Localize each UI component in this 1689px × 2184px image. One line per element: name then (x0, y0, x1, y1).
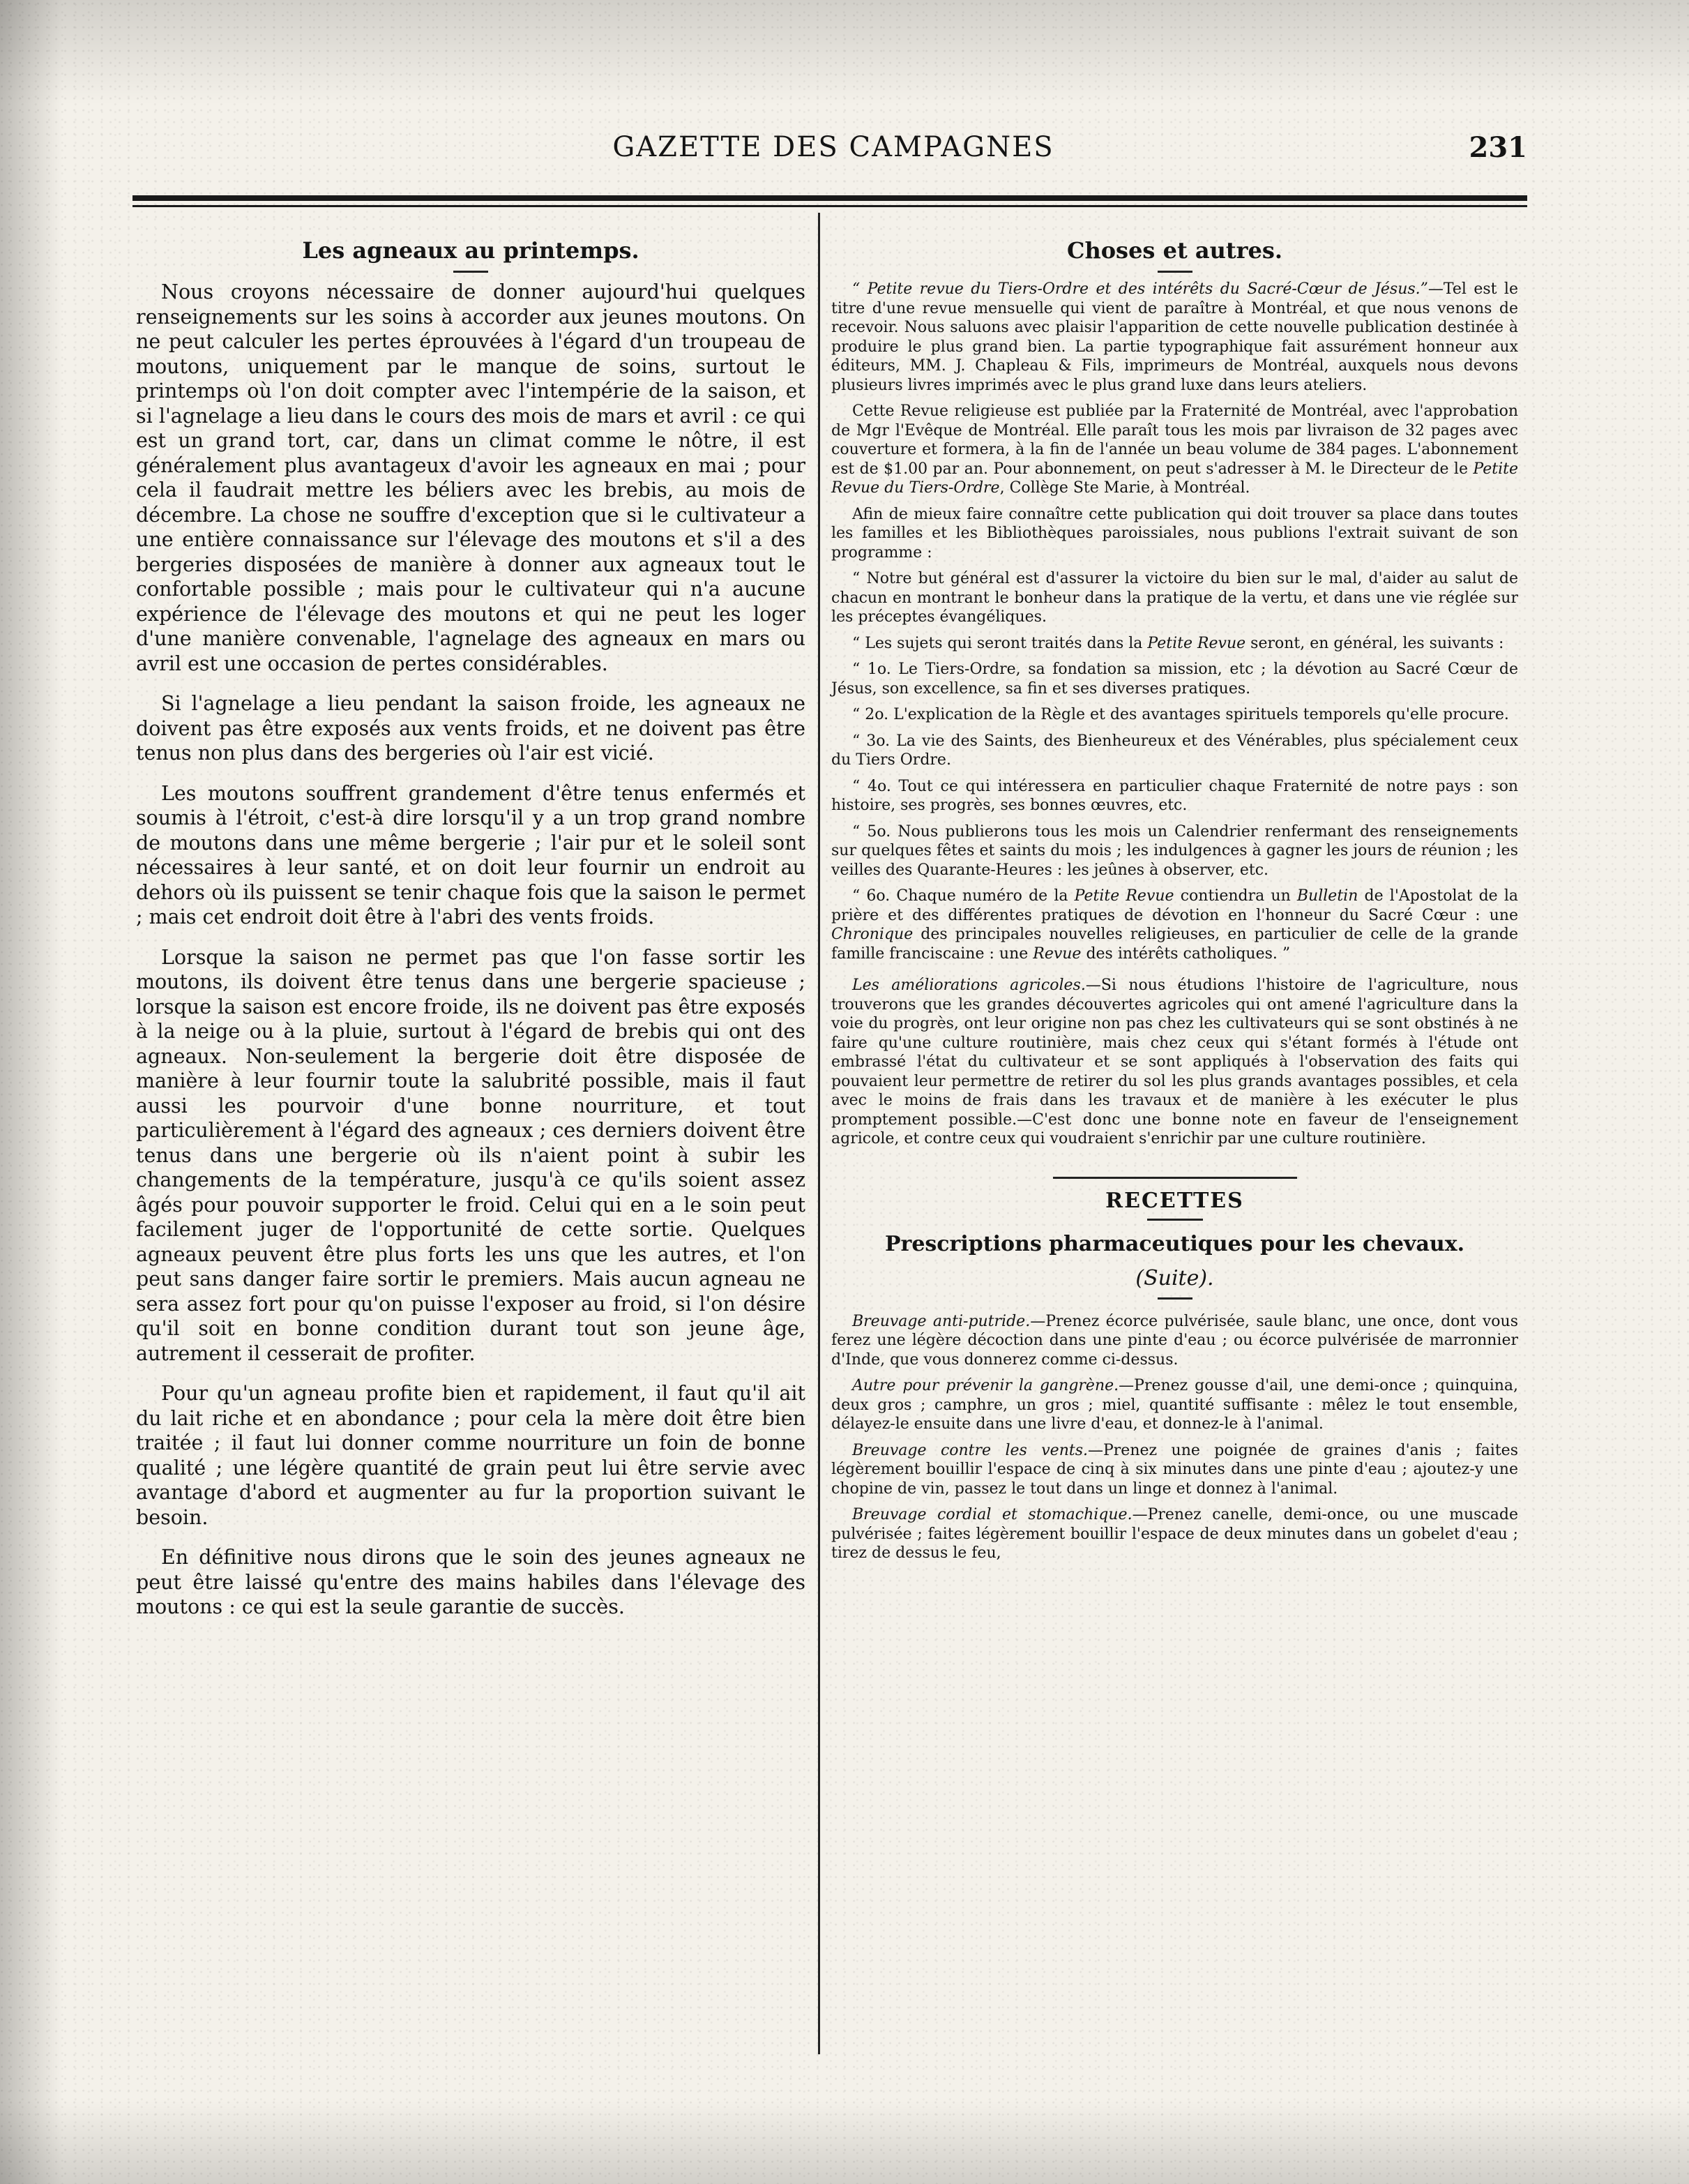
paragraph: Nous croyons nécessaire de donner aujourd'hui quelques renseignements sur les soins à accorder aux jeunes moutons. On ne peut calculer les pertes éprouvées à l'égard d'un troupeau de moutons, uniquement par le manque de soins, surtout le printemps où l'on doit compter avec l'intempérie de la saison, et si l'agnelage a lieu dans le cours des mois de mars et avril : ce qui est un grand tort, car, dans un climat comme le nôtre, il est généralement plus avantageux d'avoir les agneaux en mai ; pour cela il faudrait mettre les béliers avec les brebis, au mois de décembre. La chose ne souffre d'exception que si le cultivateur a une entière connaissance sur l'élevage des moutons et s'il a des bergeries disposées de manière à donner aux agneaux tout le confortable possible ; mais pour le cultivateur qui n'a aucune expérience de l'élevage des moutons et qui ne peut les loger d'une manière convenable, l'agnelage des agneaux en mars ou avril est une occasion de pertes considérables. (136, 280, 805, 675)
italic-run: Revue (1033, 944, 1082, 963)
page-header (139, 131, 1527, 173)
text-run: des intérêts catholiques. ” (1081, 944, 1291, 963)
program-item: “ 4o. Tout ce qui intéressera en particulier chaque Fraternité de notre pays : son histoire, ses progrès, ses bonnes œuvres, etc. (831, 777, 1518, 814)
text-run: contiendra un (1174, 887, 1297, 905)
header-rule-thin (132, 205, 1527, 207)
text-run: seront, en général, les suivants : (1245, 634, 1504, 652)
recipe-paragraph (831, 1312, 1518, 1370)
text-run: des principales nouvelles religieuses, en particulier de celle de la grande famille franciscaine : une (831, 926, 1518, 963)
title-dash (1158, 271, 1192, 273)
italic-run: Bulletin (1296, 887, 1358, 905)
program-item (831, 887, 1518, 963)
italic-run: Petite Revue (1074, 887, 1174, 905)
text-run: —Prenez canelle, demi-once, ou une muscade pulvérisée ; faites légèrement bouillir l'espace de deux minutes dans un gobelet d'eau ; tirez de dessus le feu, (831, 1506, 1519, 1562)
left-column (136, 223, 805, 1635)
scan-top-shadow (0, 0, 1689, 105)
quote-paragraph: “ Notre but général est d'assurer la victoire du bien sur le mal, d'aider au salut de chacun en montrant le bonheur dans la pratique de la vertu, et dans une vie réglée sur les préceptes évangéliques. (831, 570, 1518, 626)
text-run: de l'Apostolat de la prière et des différentes pratiques de dévotion en l'honneur du Sacré Cœur : une (831, 887, 1519, 924)
text-run: —Prenez écorce pulvérisée, saule blanc, une once, dont vous ferez une légère décoction dans une pinte d'eau ; ou écorce pulvérisée de marronnier d'Inde, que vous donnerez comme ci-dessus. (831, 1312, 1518, 1369)
text-run: —Tel est le titre d'une revue mensuelle qui vient de paraître à Montréal, et que nous venons de recevoir. Nous saluons avec plaisir l'apparition de cette nouvelle publication destinée à produire le plus grand bien. La partie typographique fait assurément honneur aux éditeurs, MM. J. Chapleau & Fils, imprimeurs de Montréal, auxquels nous devons plusieurs livres imprimés avec le plus grand luxe dans leurs ateliers. (831, 280, 1518, 394)
italic-run: Autre pour prévenir la gangrène. (852, 1377, 1119, 1394)
title-dash (1147, 1219, 1203, 1221)
text-run: —Prenez gousse d'ail, une demi-once ; quinquina, deux gros ; camphre, un gros ; miel, quantité suffisante : mêlez le tout ensemble, délayez-le ensuite dans une livre d'eau, et donnez-le à l'animal. (831, 1377, 1519, 1433)
recettes-heading: RECETTES (1105, 1188, 1244, 1213)
italic-run: Chronique (831, 926, 914, 943)
page-number: 231 (1469, 131, 1527, 164)
paragraph-revue-3: Afin de mieux faire connaître cette publication qui doit trouver sa place dans toutes les familles et les Bibliothèques paroissiales, nous publions l'extrait suivant de son programme : (831, 505, 1518, 562)
italic-run: Breuvage anti-putride. (852, 1312, 1031, 1330)
prescriptions-title: Prescriptions pharmaceutiques pour les chevaux. (884, 1231, 1465, 1256)
program-item: “ 5o. Nous publierons tous les mois un Calendrier renfermant des renseignements sur quelques fêtes et saints du mois ; les indulgences à gagner les jours de réunion ; les veilles des Quarante-Heures : les jeûnes à observer, etc. (831, 822, 1518, 879)
program-item: “ 3o. La vie des Saints, des Bienheureux et des Vénérables, plus spécialement ceux du Tiers Ordre. (831, 732, 1518, 769)
quote-paragraph (831, 634, 1518, 654)
text-run: “ 6o. Chaque numéro de la (852, 887, 1075, 905)
title-dash (453, 271, 488, 273)
paragraph: Les moutons souffrent grandement d'être tenus enfermés et soumis à l'étroit, c'est-à dire lorsqu'il y a un trop grand nombre de moutons dans une même bergerie ; l'air pur et le soleil sont nécessaires à leur santé, et on doit leur fournir un endroit au dehors où ils puissent se tenir chaque fois que la saison le permet ; mais cet endroit doit être à l'abri des vents froids. (136, 781, 805, 928)
title-dash (1158, 1297, 1192, 1300)
text-run: , Collège Ste Marie, à Montréal. (999, 479, 1250, 497)
suite-label: (Suite). (1135, 1265, 1214, 1290)
italic-run: Les améliorations agricoles. (852, 977, 1086, 994)
text-run: —Si nous étudions l'histoire de l'agriculture, nous trouverons que les grandes découvertes agricoles qui ont amené l'agriculture dans la voie du progrès, ont leur origine non pas chez les cultivateurs qui se sont obstinés à ne faire qu'une culture routinière, mais chez ceux qui s'étant formés à l'étude ont embrassé l'état du cultivateur et se sont appliqués à l'observation des faits qui pouvaient leur permettre de retirer du sol les plus grands avantages possibles, et cela avec le moins de frais dans les travaux et de manière à les exécuter le plus promptement possible.—C'est donc une bonne note en faveur de l'enseignement agricole, et contre ceux qui voudraient s'enrichir par une culture routinière. (831, 977, 1518, 1147)
section-separator (1053, 1177, 1297, 1179)
italic-run: Petite Revue du Tiers-Ordre (831, 460, 1518, 497)
right-column (831, 223, 1518, 1570)
recipe-paragraph (831, 1505, 1518, 1563)
text-run: —Prenez une poignée de graines d'anis ; faites légèrement bouillir l'espace de cinq à six minutes dans une pinte d'eau ; ajoutez-y une chopine de vin, passez le tout dans un linge et donnez à l'animal. (831, 1441, 1518, 1498)
column-divider (818, 213, 820, 2054)
italic-run: Breuvage contre les vents. (852, 1441, 1088, 1459)
paragraph: En définitive nous dirons que le soin des jeunes agneaux ne peut être laissé qu'entre des mains habiles dans l'élevage des moutons : ce qui est la seule garantie de succès. (136, 1546, 805, 1618)
article-title-choses: Choses et autres. (1066, 237, 1283, 264)
paragraph: Si l'agnelage a lieu pendant la saison froide, les agneaux ne doivent pas être exposés aux vents froids, et ne doivent pas être tenus non plus dans des bergeries où l'air est vicié. (136, 692, 805, 765)
paragraph: Pour qu'un agneau profite bien et rapidement, il faut qu'il ait du lait riche et en abondance ; pour cela la mère doit être bien traitée ; il faut lui donner comme nourriture un foin de bonne qualité ; une légère quantité de grain peut lui être servie avec avantage d'abord et augmenter au fur la proportion suivant le besoin. (136, 1382, 805, 1529)
header-rule-thick (132, 195, 1527, 201)
program-item: “ 1o. Le Tiers-Ordre, sa fondation sa mission, etc ; la dévotion au Sacré Cœur de Jésus, son excellence, sa fin et ses diverses pratiques. (831, 661, 1518, 698)
paragraph-ameliorations (831, 976, 1518, 1149)
revue-title-italic: “ Petite revue du Tiers-Ordre et des intérêts du Sacré-Cœur de Jésus.” (852, 280, 1428, 298)
recipe-paragraph (831, 1376, 1518, 1434)
italic-run: Breuvage cordial et stomachique. (852, 1506, 1133, 1523)
paragraph: Lorsque la saison ne permet pas que l'on fasse sortir les moutons, ils doivent être tenus dans une bergerie spacieuse ; lorsque la saison est encore froide, ils ne doivent pas être exposés à la neige ou à la pluie, surtout à l'égard de brebis qui ont des agneaux. Non-seulement la bergerie doit être disposée de manière à leur fournir toute la salubrité possible, mais il faut aussi les pourvoir d'une bonne nourriture, et tout particulièrement à l'égard des agneaux ; ces derniers doivent être tenus dans une bergerie où ils n'aient point à subir les changements de la température, jusqu'à ce qu'ils soient assez âgés pour pouvoir supporter le froid. Celui qui en a le soin peut facilement juger de l'opportunité de cette sortie. Quelques agneaux peuvent être plus forts les uns que les autres, et l'on peut sans danger faire sortir le premiers. Mais aucun agneau ne sera assez fort pour qu'on puisse l'exposer au froid, si l'on désire qu'il soit en bonne condition durant tout son jeune âge, autrement il cesserait de profiter. (136, 945, 805, 1365)
text-run: Cette Revue religieuse est publiée par la Fraternité de Montréal, avec l'approbation de Mgr l'Evêque de Montréal. Elle paraît tous les mois par livraison de 32 pages avec couverture et formera, à la fin de l'année un beau volume de 384 pages. L'abonnement est de $1.00 par an. Pour abonnement, on peut s'adresser à M. le Directeur de le (831, 402, 1518, 478)
article-title-agneaux: Les agneaux au printemps. (302, 237, 639, 264)
scan-edge-shadow (0, 0, 63, 2184)
running-title: GAZETTE DES CAMPAGNES (612, 131, 1054, 163)
text-run: “ Les sujets qui seront traités dans la (852, 634, 1148, 652)
italic-run: Petite Revue (1147, 634, 1246, 652)
paragraph-revue-lead (831, 280, 1518, 395)
scan-bottom-shadow (0, 2100, 1689, 2184)
paragraph-revue-2 (831, 402, 1518, 498)
recipe-paragraph (831, 1441, 1518, 1499)
program-item: “ 2o. L'explication de la Règle et des avantages spirituels temporels qu'elle procure. (852, 706, 1509, 723)
